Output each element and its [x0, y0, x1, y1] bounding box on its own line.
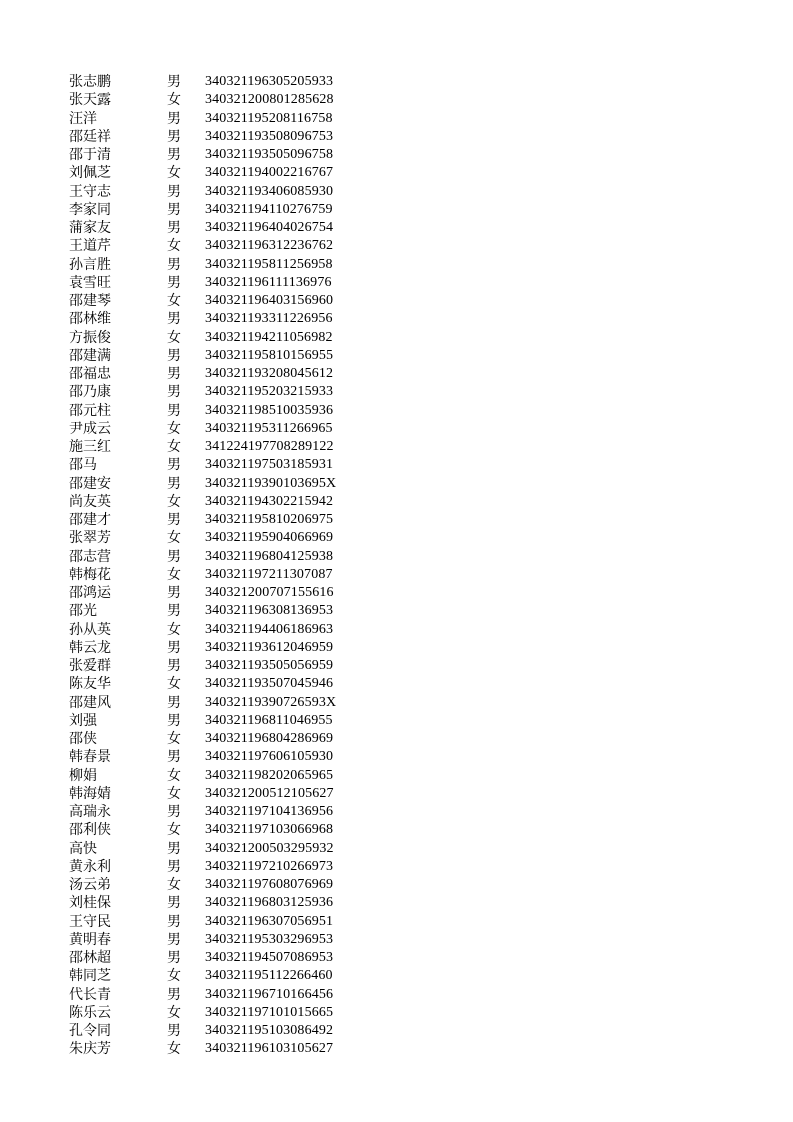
person-name: 邵林维: [69, 311, 111, 328]
record-list: [0, 73, 793, 1059]
id-number: 340321196804286969: [205, 731, 334, 746]
id-number: 340321195112266460: [205, 968, 333, 984]
person-gender: 男: [167, 366, 181, 382]
id-number: 34032119390103695X: [205, 475, 337, 491]
id-number: 340321193507045946: [205, 676, 334, 692]
person-gender: 男: [167, 311, 181, 328]
id-number: 340321195810156955: [205, 347, 334, 363]
person-name: 施三红: [69, 439, 111, 455]
person-gender: 女: [167, 566, 181, 583]
person-name: 邵建满: [69, 347, 111, 364]
table-row: [0, 110, 793, 128]
person-name: 邵廷祥: [69, 128, 111, 145]
table-row: [0, 128, 793, 146]
person-name: 张翠芳: [69, 530, 111, 547]
person-name: 孔令同: [69, 1023, 111, 1039]
table-row: [0, 438, 793, 456]
person-name: 邵志营: [69, 548, 111, 565]
table-row: [0, 675, 793, 693]
id-number: 340321193505096758: [205, 147, 334, 162]
table-row: [0, 639, 793, 657]
person-gender: 男: [167, 201, 181, 218]
table-row: [0, 292, 793, 310]
person-name: 黄永利: [69, 858, 111, 875]
person-name: 张天露: [69, 92, 111, 109]
table-row: [0, 420, 793, 438]
person-gender: 男: [167, 384, 181, 401]
person-name: 邵建才: [69, 512, 111, 528]
table-row: [0, 365, 793, 383]
person-gender: 女: [167, 420, 181, 437]
person-gender: 男: [167, 950, 181, 966]
person-gender: 女: [167, 530, 181, 547]
id-number: 341224197708289122: [205, 439, 334, 454]
person-name: 陈友华: [69, 676, 111, 693]
id-number: 340321194507086953: [205, 950, 334, 965]
table-row: [0, 383, 793, 401]
id-number: 340321193311226956: [205, 311, 333, 327]
person-gender: 男: [167, 804, 181, 820]
person-name: 邵建风: [69, 694, 111, 711]
id-number: 340321196307056951: [205, 913, 334, 929]
table-row: [0, 894, 793, 912]
person-gender: 男: [167, 858, 181, 875]
person-name: 邵马: [69, 457, 97, 474]
table-row: [0, 931, 793, 949]
id-number: 340321197608076969: [205, 877, 334, 892]
table-row: [0, 566, 793, 584]
table-row: [0, 621, 793, 639]
id-number: 340321195208116758: [205, 110, 333, 126]
table-row: [0, 402, 793, 420]
person-gender: 男: [167, 603, 181, 620]
person-gender: 男: [167, 658, 181, 674]
id-number: 340321196111136976: [205, 274, 332, 290]
id-number: 340321197104136956: [205, 804, 334, 819]
person-name: 邵光: [69, 603, 97, 620]
table-row: [0, 529, 793, 547]
person-gender: 男: [167, 840, 181, 857]
table-row: [0, 456, 793, 474]
person-gender: 男: [167, 694, 181, 711]
table-row: [0, 876, 793, 894]
person-name: 尚友英: [69, 493, 111, 510]
person-name: 蒲家友: [69, 220, 111, 236]
id-number: 340321196804125938: [205, 548, 334, 564]
table-row: [0, 1004, 793, 1022]
id-number: 340321195303296953: [205, 931, 334, 947]
person-gender: 男: [167, 128, 181, 145]
person-name: 韩海婧: [69, 785, 111, 802]
person-name: 孙从英: [69, 621, 111, 638]
table-row: [0, 657, 793, 675]
id-number: 340321197211307087: [205, 566, 333, 582]
person-gender: 女: [167, 92, 181, 109]
id-number: 340321196811046955: [205, 712, 333, 728]
id-number: 340321195904066969: [205, 530, 334, 546]
person-name: 韩云龙: [69, 639, 111, 656]
person-name: 刘佩芝: [69, 165, 111, 182]
id-number: 340321197103066968: [205, 822, 334, 838]
person-name: 刘强: [69, 712, 97, 729]
id-number: 340321198510035936: [205, 402, 334, 418]
id-number: 340321200801285628: [205, 92, 334, 108]
person-gender: 女: [167, 968, 181, 985]
id-number: 340321200512105627: [205, 785, 334, 801]
person-name: 代长青: [69, 986, 111, 1003]
person-gender: 男: [167, 475, 181, 492]
table-row: [0, 803, 793, 821]
id-number: 340321194110276759: [205, 201, 333, 217]
id-number: 340321197606105930: [205, 749, 334, 765]
person-name: 邵鸿运: [69, 585, 111, 601]
person-name: 陈乐云: [69, 1004, 111, 1021]
id-number: 340321194406186963: [205, 621, 334, 637]
table-row: [0, 73, 793, 91]
table-row: [0, 584, 793, 602]
person-gender: 女: [167, 293, 181, 309]
table-row: [0, 986, 793, 1004]
id-number: 340321196312236762: [205, 238, 334, 254]
person-gender: 女: [167, 731, 181, 747]
person-gender: 男: [167, 74, 181, 90]
person-name: 邵乃康: [69, 384, 111, 401]
person-gender: 男: [167, 402, 181, 419]
person-name: 韩梅花: [69, 566, 111, 583]
id-number: 340321196710166456: [205, 986, 334, 1002]
person-gender: 女: [167, 676, 181, 693]
person-name: 高快: [69, 840, 97, 857]
person-gender: 男: [167, 256, 181, 273]
person-gender: 男: [167, 639, 181, 656]
table-row: [0, 748, 793, 766]
table-row: [0, 858, 793, 876]
id-number: 340321194211056982: [205, 329, 333, 345]
table-row: [0, 310, 793, 328]
person-name: 汤云弟: [69, 877, 111, 893]
person-gender: 女: [167, 877, 181, 893]
id-number: 340321193208045612: [205, 366, 334, 381]
person-name: 汪洋: [69, 110, 97, 127]
id-number: 340321197210266973: [205, 858, 334, 874]
person-name: 刘桂保: [69, 895, 111, 912]
person-name: 韩春景: [69, 749, 111, 766]
person-gender: 男: [167, 147, 181, 163]
id-number: 340321196803125936: [205, 895, 334, 911]
table-row: [0, 237, 793, 255]
person-name: 邵建安: [69, 475, 111, 492]
table-row: [0, 329, 793, 347]
table-row: [0, 821, 793, 839]
person-gender: 男: [167, 913, 181, 930]
person-gender: 男: [167, 548, 181, 565]
person-gender: 男: [167, 712, 181, 729]
table-row: [0, 730, 793, 748]
person-name: 邵林超: [69, 950, 111, 966]
table-row: [0, 146, 793, 164]
person-gender: 女: [167, 767, 181, 784]
person-gender: 女: [167, 238, 181, 255]
id-number: 340321200707155616: [205, 585, 334, 600]
person-gender: 女: [167, 822, 181, 839]
person-name: 邵福忠: [69, 366, 111, 382]
id-number: 340321194302215942: [205, 493, 334, 509]
person-gender: 女: [167, 785, 181, 802]
table-row: [0, 219, 793, 237]
table-row: [0, 1040, 793, 1058]
table-row: [0, 602, 793, 620]
person-gender: 男: [167, 986, 181, 1003]
person-gender: 男: [167, 183, 181, 200]
person-gender: 女: [167, 439, 181, 455]
id-number: 340321196404026754: [205, 220, 334, 235]
person-gender: 男: [167, 347, 181, 364]
person-name: 邵建琴: [69, 293, 111, 309]
person-gender: 男: [167, 749, 181, 766]
id-number: 340321196305205933: [205, 74, 334, 89]
id-number: 340321195811256958: [205, 256, 333, 272]
person-name: 方振俊: [69, 329, 111, 346]
person-gender: 女: [167, 165, 181, 182]
person-name: 李家同: [69, 201, 111, 218]
person-gender: 男: [167, 220, 181, 236]
table-row: [0, 511, 793, 529]
id-number: 340321198202065965: [205, 767, 334, 783]
table-row: [0, 913, 793, 931]
table-row: [0, 201, 793, 219]
table-row: [0, 164, 793, 182]
table-row: [0, 840, 793, 858]
id-number: 340321197503185931: [205, 457, 334, 473]
table-row: [0, 256, 793, 274]
person-name: 邵侠: [69, 731, 97, 747]
person-name: 邵利侠: [69, 822, 111, 839]
table-row: [0, 949, 793, 967]
table-row: [0, 712, 793, 730]
person-name: 韩同芝: [69, 968, 111, 985]
person-name: 王守民: [69, 913, 111, 930]
id-number: 340321195103086492: [205, 1023, 334, 1038]
id-number: 340321195311266965: [205, 420, 333, 436]
person-name: 邵于清: [69, 147, 111, 163]
id-number: 340321195203215933: [205, 384, 334, 400]
id-number: 340321193612046959: [205, 639, 334, 655]
id-number: 340321200503295932: [205, 840, 334, 856]
id-number: 340321196103105627: [205, 1041, 334, 1057]
id-number: 340321193406085930: [205, 183, 334, 199]
person-gender: 男: [167, 274, 181, 291]
person-name: 王守志: [69, 183, 111, 200]
person-name: 袁雪旺: [69, 274, 111, 291]
id-number: 340321196403156960: [205, 293, 334, 308]
person-gender: 男: [167, 1023, 181, 1039]
person-name: 张志鹏: [69, 74, 111, 90]
person-gender: 女: [167, 621, 181, 638]
person-gender: 男: [167, 931, 181, 948]
table-row: [0, 767, 793, 785]
table-row: [0, 785, 793, 803]
person-gender: 男: [167, 585, 181, 601]
person-name: 邵元柱: [69, 402, 111, 419]
person-gender: 女: [167, 1004, 181, 1021]
person-gender: 女: [167, 493, 181, 510]
person-gender: 男: [167, 895, 181, 912]
person-gender: 女: [167, 329, 181, 346]
id-number: 340321194002216767: [205, 165, 334, 181]
person-name: 尹成云: [69, 420, 111, 437]
id-number: 340321197101015665: [205, 1004, 334, 1020]
id-number: 340321196308136953: [205, 603, 334, 619]
table-row: [0, 493, 793, 511]
id-number: 340321195810206975: [205, 512, 334, 527]
id-number: 34032119390726593X: [205, 694, 337, 710]
person-name: 朱庆芳: [69, 1041, 111, 1058]
table-row: [0, 475, 793, 493]
table-row: [0, 967, 793, 985]
id-number: 340321193508096753: [205, 128, 334, 144]
person-name: 张爱群: [69, 658, 111, 674]
table-row: [0, 274, 793, 292]
person-gender: 男: [167, 512, 181, 528]
person-name: 柳娟: [69, 767, 97, 784]
person-name: 高瑞永: [69, 804, 111, 820]
id-number: 340321193505056959: [205, 658, 334, 673]
person-name: 孙言胜: [69, 256, 111, 273]
table-row: [0, 548, 793, 566]
table-row: [0, 347, 793, 365]
table-row: [0, 694, 793, 712]
person-gender: 女: [167, 1041, 181, 1058]
person-name: 黄明春: [69, 931, 111, 948]
person-name: 王道芹: [69, 238, 111, 255]
person-gender: 男: [167, 110, 181, 127]
person-gender: 男: [167, 457, 181, 474]
table-row: [0, 1022, 793, 1040]
table-row: [0, 183, 793, 201]
table-row: [0, 91, 793, 109]
